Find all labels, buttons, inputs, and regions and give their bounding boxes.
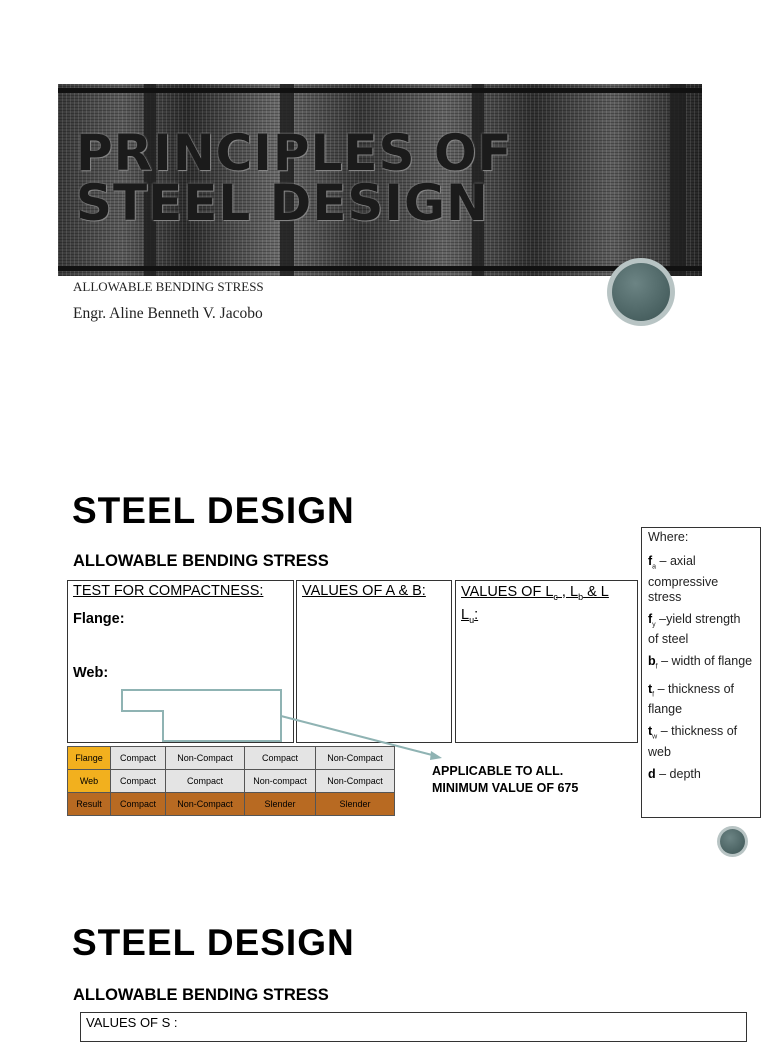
table-cell: Compact	[111, 747, 166, 770]
legend-heading: Where:	[648, 530, 689, 544]
table-cell: Non-Compact	[316, 747, 395, 770]
legend-item: $b_f$ – width of flange	[648, 654, 753, 671]
presentation-subtitle: ALLOWABLE BENDING STRESS	[73, 279, 264, 294]
legend-item: $t_f$ – thickness of flange	[648, 681, 735, 716]
legend-item: $f_a$ – axial compressive stress	[648, 554, 719, 604]
compactness-title: TEST FOR COMPACTNESS:	[73, 583, 264, 599]
author-name: Engr. Aline Benneth V. Jacobo	[73, 305, 263, 322]
title-line-2: STEEL DESIGN	[76, 174, 489, 232]
compactness-table	[67, 746, 395, 816]
table-cell: Non-Compact	[166, 747, 245, 770]
table-cell: Slender	[245, 793, 316, 816]
note-line-2: MINIMUM VALUE OF 675	[432, 781, 579, 795]
legend-item: d – depth	[648, 766, 701, 781]
slide-heading: STEEL DESIGN	[72, 922, 355, 963]
slide-subheading: ALLOWABLE BENDING STRESS	[73, 552, 329, 570]
slide-subheading: ALLOWABLE BENDING STRESS	[73, 986, 329, 1004]
values-l-title: VALUES OF $L_c$ , $L_b$ & L $L_u$:	[461, 584, 609, 625]
callout-bracket	[122, 690, 281, 741]
table-cell: Slender	[316, 793, 395, 816]
web-label: Web:	[73, 665, 109, 681]
table-cell: Compact	[111, 770, 166, 793]
table-cell: Non-Compact	[166, 793, 245, 816]
values-s-box	[80, 1012, 747, 1042]
table-cell: Non-Compact	[316, 770, 395, 793]
row-label: Web	[68, 770, 111, 793]
table-cell: Compact	[111, 793, 166, 816]
row-label: Flange	[68, 747, 111, 770]
values-a-b-title: VALUES OF A & B:	[302, 583, 426, 599]
flange-label: Flange:	[73, 611, 125, 627]
table-cell: Compact	[166, 770, 245, 793]
legend-item: $f_y$ –yield strength of steel	[648, 611, 741, 646]
values-s-label: VALUES OF S :	[86, 1015, 178, 1030]
table-row	[68, 793, 395, 816]
table-cell: Compact	[245, 747, 316, 770]
row-label: Result	[68, 793, 111, 816]
decorative-circle-icon	[717, 826, 748, 857]
table-cell: Non-compact	[245, 770, 316, 793]
title-line-1: PRINCIPLES OF	[76, 124, 513, 182]
slide-heading: STEEL DESIGN	[72, 490, 355, 531]
note-line-1: APPLICABLE TO ALL.	[432, 764, 564, 778]
table-row	[68, 747, 395, 770]
legend-box	[641, 527, 761, 818]
arrow-head-icon	[430, 751, 442, 760]
applicable-note	[432, 763, 578, 797]
table-row	[68, 770, 395, 793]
legend-item: $t_w$ – thickness of web	[648, 724, 738, 759]
